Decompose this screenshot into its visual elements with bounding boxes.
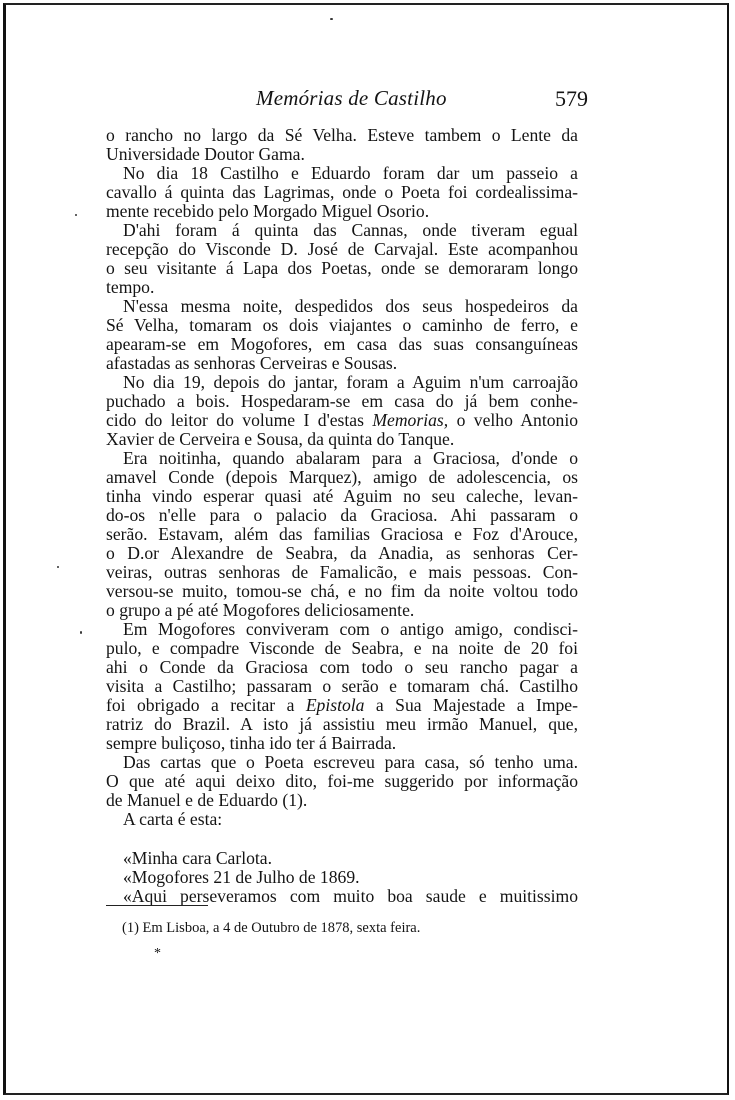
text-line: o D.or Alexandre de Seabra, da Anadia, as senhoras Cer- bbox=[106, 543, 578, 563]
text-line: amavel Conde (depois Marquez), amigo de adolescencia, os bbox=[106, 467, 578, 487]
text-line: pulo, e compadre Visconde de Seabra, e na noite de 20 foi bbox=[106, 638, 578, 658]
text-line: o rancho no largo da Sé Velha. Esteve tambem o Lente da bbox=[106, 125, 578, 145]
text-line: Era noitinha, quando abalaram para a Graciosa, d'onde o bbox=[123, 448, 578, 468]
text-line: ratriz do Brazil. A isto já assistiu meu irmão Manuel, que, bbox=[106, 714, 578, 734]
italic-title: Memorias, bbox=[372, 410, 449, 430]
footnote-rule bbox=[106, 905, 208, 906]
text-line: «Minha cara Carlota. bbox=[123, 848, 272, 868]
text-line: visita a Castilho; passaram o serão e tomaram chá. Castilho bbox=[106, 676, 578, 696]
text-line: sempre buliçoso, tinha ido ter á Bairrada. bbox=[106, 733, 397, 753]
text-line: versou-se muito, tomou-se chá, e no fim da noite voltou todo bbox=[106, 581, 578, 601]
text-line: D'ahi foram á quinta das Cannas, onde tiveram egual bbox=[123, 220, 578, 240]
text-line: do-os n'elle para o palacio da Graciosa. Ahi passaram o bbox=[106, 505, 578, 525]
text-line: No dia 19, depois do jantar, foram a Aguim n'um carroajão bbox=[123, 372, 578, 392]
text-line: o seu visitante á Lapa dos Poetas, onde se demoraram longo bbox=[106, 258, 578, 278]
paper-speck bbox=[75, 214, 77, 216]
text-line: «Mogofores 21 de Julho de 1869. bbox=[123, 867, 360, 887]
text-line: Em Mogofores conviveram com o antigo amigo, condisci- bbox=[123, 619, 578, 639]
blank-line bbox=[106, 829, 578, 849]
text-segment: a Sua Majestade a Impe- bbox=[375, 695, 578, 715]
text-line: recepção do Visconde D. José de Carvajal. Este acompanhou bbox=[106, 239, 578, 259]
page-number: 579 bbox=[555, 86, 588, 111]
running-head: Memórias de Castilho bbox=[256, 86, 447, 110]
text-line: o grupo a pé até Mogofores deliciosamente. bbox=[106, 600, 415, 620]
text-line: cavallo á quinta das Lagrimas, onde o Poeta foi cordealissima- bbox=[106, 182, 578, 202]
text-line: Xavier de Cerveira e Sousa, da quinta do Tanque. bbox=[106, 429, 455, 449]
text-segment: o velho Antonio bbox=[456, 410, 579, 430]
text-segment: cido do leitor do volume I d'estas bbox=[106, 410, 364, 430]
body-text bbox=[106, 126, 578, 906]
text-line: Universidade Doutor Gama. bbox=[106, 144, 305, 164]
text-line: veiras, outras senhoras de Famalicão, e mais pessoas. Con- bbox=[106, 562, 578, 582]
text-line: A carta é esta: bbox=[123, 809, 223, 829]
paper-speck bbox=[57, 566, 59, 568]
text-line: O que até aqui deixo dito, foi-me suggerido por informação bbox=[106, 771, 578, 791]
text-line: tempo. bbox=[106, 277, 155, 297]
text-line: N'essa mesma noite, despedidos dos seus hospedeiros da bbox=[123, 296, 578, 316]
text-line bbox=[106, 411, 578, 430]
italic-title: Epistola bbox=[305, 695, 365, 715]
text-line: afastadas as senhoras Cerveiras e Sousas. bbox=[106, 353, 398, 373]
text-line: Sé Velha, tomaram os dois viajantes o caminho de ferro, e bbox=[106, 315, 578, 335]
footnote: (1) Em Lisboa, a 4 de Outubro de 1878, sexta feira. bbox=[122, 920, 421, 936]
text-line: apearam-se em Mogofores, em casa das suas consanguíneas bbox=[106, 334, 578, 354]
text-line: «Aqui perseveramos com muito boa saude e muitissimo bbox=[123, 886, 578, 906]
text-line: ahi o Conde da Graciosa com todo o seu rancho pagar a bbox=[106, 657, 578, 677]
paper-speck bbox=[330, 18, 333, 20]
text-line: mente recebido pelo Morgado Miguel Osorio. bbox=[106, 201, 430, 221]
text-line: puchado a bois. Hospedaram-se em casa do já bem conhe- bbox=[106, 391, 578, 411]
text-line bbox=[106, 696, 578, 715]
text-line: No dia 18 Castilho e Eduardo foram dar um passeio a bbox=[123, 163, 578, 183]
text-line: tinha vindo esperar quasi até Aguim no seu caleche, levan- bbox=[106, 486, 578, 506]
paper-speck bbox=[80, 631, 82, 634]
text-line: de Manuel e de Eduardo (1). bbox=[106, 790, 308, 810]
text-line: serão. Estavam, além das familias Graciosa e Foz d'Arouce, bbox=[106, 524, 578, 544]
text-segment: foi obrigado a recitar a bbox=[106, 695, 295, 715]
text-line: Das cartas que o Poeta escreveu para casa, só tenho uma. bbox=[123, 752, 578, 772]
asterisk-mark: * bbox=[154, 946, 161, 961]
